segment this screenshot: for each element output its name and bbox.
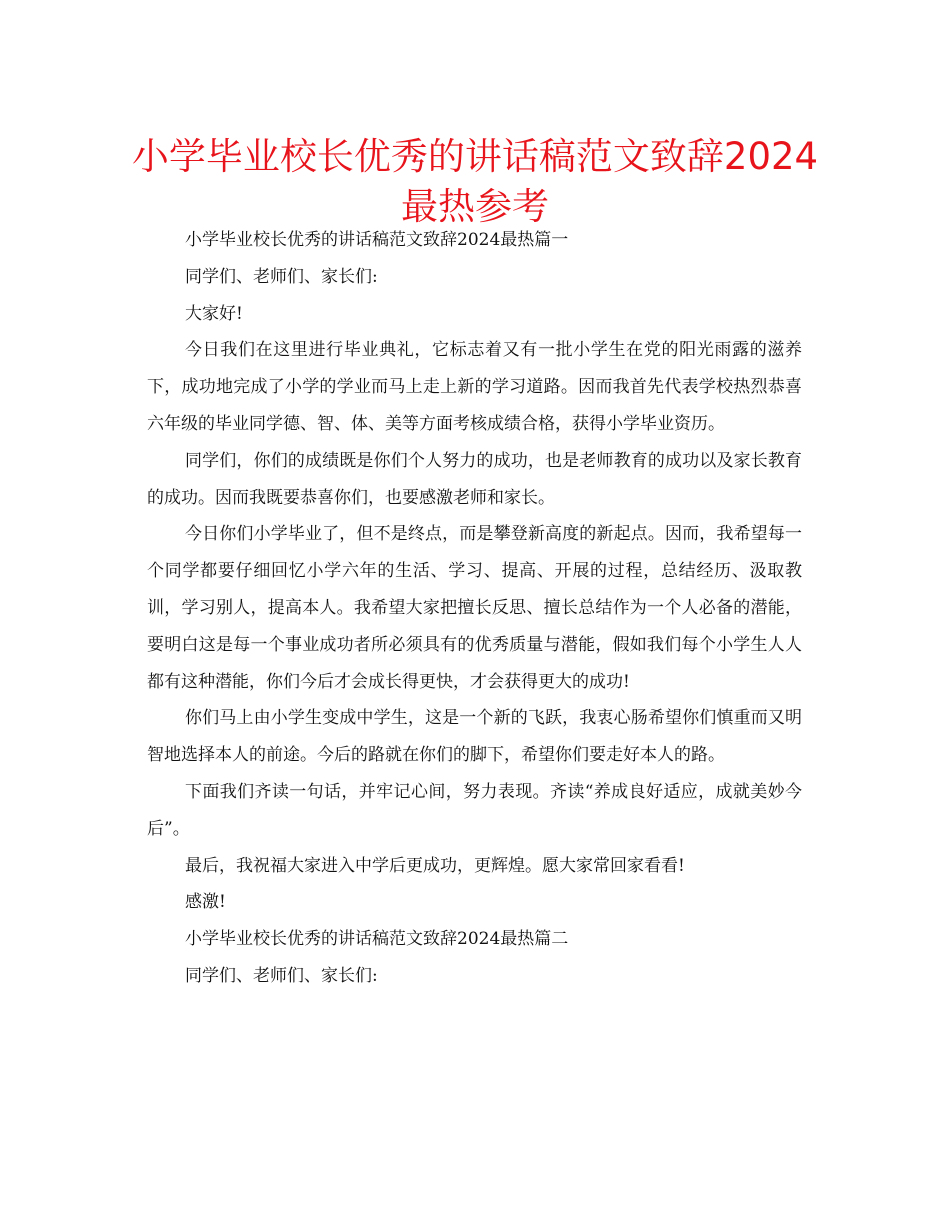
section-heading-2: 小学毕业校长优秀的讲话稿范文致辞2024最热篇二 [185, 929, 569, 950]
salutation: 同学们、老师们、家长们: [185, 965, 378, 986]
greeting: 大家好! [185, 303, 243, 324]
paragraph: 同学们，你们的成绩既是你们个人努力的成功，也是老师教育的成功以及家长教育的成功。因而我既要恭喜你们，也要感激老师和家长。 [147, 450, 802, 508]
document-title: 小学毕业校长优秀的讲话稿范文致辞2024最热参考 [131, 135, 819, 228]
paragraph: 你们马上由小学生变成中学生，这是一个新的飞跃，我衷心肠希望你们慎重而又明智地选择本人的前途。今后的路就在你们的脚下，希望你们要走好本人的路。 [147, 708, 802, 766]
section-heading-1: 小学毕业校长优秀的讲话稿范文致辞2024最热篇一 [185, 230, 569, 250]
document-body [147, 222, 802, 995]
paragraph: 今日你们小学毕业了，但不是终点，而是攀登新高度的新起点。因而，我希望每一个同学都要仔细回忆小学六年的生活、学习、提高、开展的过程，总结经历、汲取教训，学习别人，提高本人。我希望大家把擅长反思、擅长总结作为一个人必备的潜能，要明白这是每一个事业成功者所必须具有的优秀质量与潜能，假如我们每个小学生人人都有这种潜能，你们今后才会成长得更快，才会获得更大的成功! [147, 524, 802, 692]
salutation: 同学们、老师们、家长们: [185, 266, 378, 287]
paragraph: 今日我们在这里进行毕业典礼，它标志着又有一批小学生在党的阳光雨露的滋养下，成功地完成了小学的学业而马上走上新的学习道路。因而我首先代表学校热烈恭喜六年级的毕业同学德、智、体、美等方面考核成绩合格，获得小学毕业资历。 [147, 340, 802, 434]
paragraph: 下面我们齐读一句话，并牢记心间，努力表现。齐读“养成良好适应，成就美妙今后”。 [147, 781, 802, 839]
paragraph: 最后，我祝福大家进入中学后更成功，更辉煌。愿大家常回家看看! [185, 855, 685, 876]
closing: 感激! [185, 892, 226, 913]
